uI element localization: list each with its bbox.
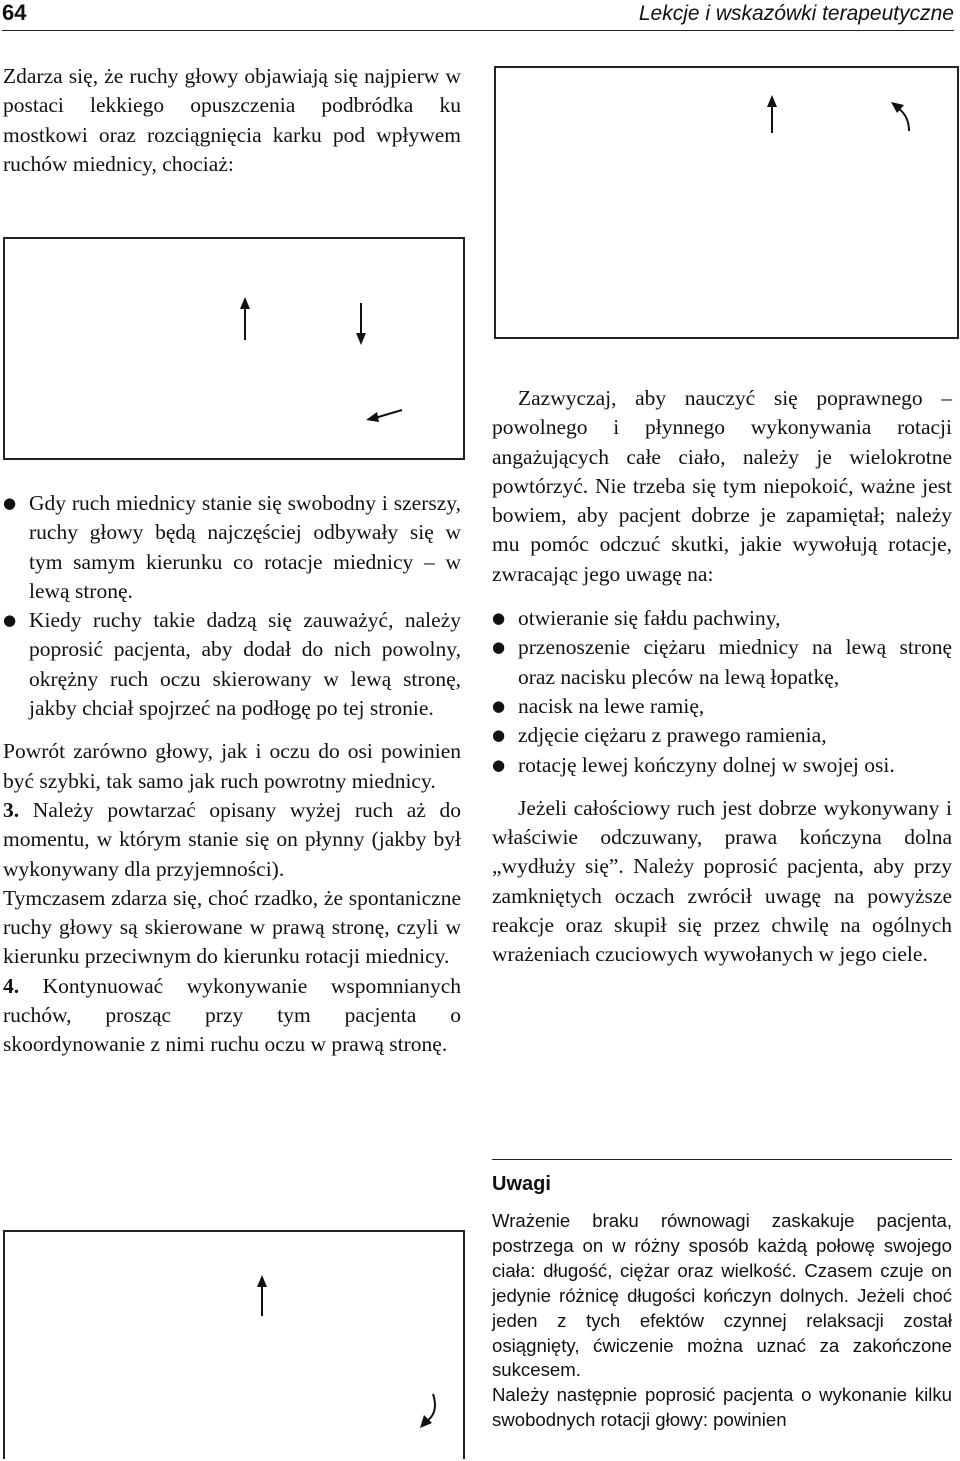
illustration-frame-1	[3, 237, 465, 460]
arrow-down-head	[356, 333, 366, 345]
step-3-number: 3.	[3, 797, 20, 822]
running-title: Lekcje i wskazówki terapeutyczne	[638, 2, 954, 25]
right-bullet-list	[492, 604, 952, 780]
step-4-number: 4.	[3, 973, 20, 998]
list-item: ● rotację lewej kończyny dolnej w swojej osi.	[492, 751, 952, 780]
illustration-1	[5, 239, 467, 462]
curved-arrow-down-left-icon	[427, 1394, 435, 1421]
header-rule	[2, 30, 954, 31]
list-item: ● nacisk na lewe ramię,	[492, 692, 952, 721]
list-item: ● przenoszenie ciężaru miednicy na lewą stronę oraz nacisku pleców na lewą łopatkę,	[492, 633, 952, 692]
illustration-2	[496, 68, 960, 341]
notes-title: Uwagi	[492, 1173, 551, 1195]
left-bullet-list	[3, 489, 461, 723]
page-number: 64	[2, 0, 27, 25]
step-3-paragraph	[3, 796, 461, 884]
step-3-text: Należy powtarzać opisany wyżej ruch aż do momentu, w którym stanie się on płynny (jakby był wykonywany dla przyjemności).	[3, 797, 461, 881]
notes-paragraph-1: Wrażenie braku równowagi zaskakuje pacjenta, postrzega on w różny sposób każdą połowę swojego ciała: długość, ciężar oraz wielkość. Czasem czuje on jedynie różnicę długości kończyn dolnych. Jeżeli choć jeden z tych efektów czynnej relaksacji został osiągnięty, ćwiczenie można uznać za zakończone sukcesem.	[492, 1210, 952, 1381]
list-item: ● otwieranie się fałdu pachwiny,	[492, 604, 952, 633]
step-4-text: Kontynuować wykonywanie wspomnianych ruchów, prosząc przy tym pacjenta o skoordynowanie z nimi ruchu oczu w prawą stronę.	[3, 973, 461, 1057]
return-paragraph: Powrót zarówno głowy, jak i oczu do osi powinien być szybki, tak samo jak ruch powrotny miednicy.	[3, 739, 461, 793]
step-4-paragraph	[3, 972, 461, 1060]
illustration-frame-3	[3, 1230, 465, 1459]
intro-paragraph	[3, 62, 461, 179]
list-item: ● zdjęcie ciężaru z prawego ramienia,	[492, 721, 952, 750]
notes-paragraph-2: Należy następnie poprosić pacjenta o wykonanie kilku swobodnych rotacji głowy: powinien	[492, 1384, 952, 1431]
left-body	[3, 489, 461, 1060]
arrow-left-head	[366, 412, 379, 422]
illustration-frame-2	[494, 66, 959, 339]
usually-paragraph: Zazwyczaj, aby nauczyć się poprawnego – powolnego i płynnego wykonywania rotacji angażujących całe ciało, należy je wielokrotne powtórzyć. Nie trzeba się tym niepokoić, ważne jest bowiem, aby pacjent dobrze je zapamiętał; należy mu pomóc odczuć skutki, jakie wywołują rotacje, zwracając jego uwagę na:	[492, 386, 952, 586]
arrow-up-head	[767, 95, 777, 107]
notes-rule	[492, 1159, 952, 1160]
notes-body	[492, 1209, 952, 1433]
list-item: ● Kiedy ruchy takie dadzą się zauważyć, należy poprosić pacjenta, aby dodał do nich powolny, okrężny ruch oczu skierowany w lewą stronę, jakby chciał spojrzeć na podłogę po tej stronie.	[3, 606, 461, 723]
arrow-left-icon	[375, 410, 402, 418]
arrow-up-head	[240, 297, 250, 309]
intro-text: Zdarza się, że ruchy głowy objawiają się najpierw w postaci lekkiego opuszczenia podbródka ku mostkowi oraz rozciągnięcia karku pod wpływem ruchów miednicy, chociaż:	[3, 64, 461, 176]
illustration-3	[5, 1232, 467, 1461]
meanwhile-paragraph: Tymczasem zdarza się, choć rzadko, że spontaniczne ruchy głowy są skierowane w prawą stronę, czyli w kierunku przeciwnym do kierunku rotacji miednicy.	[3, 885, 461, 969]
arrow-up-head	[257, 1275, 267, 1287]
if-paragraph: Jeżeli całościowy ruch jest dobrze wykonywany i właściwie odczuwany, prawa kończyna dolna „wydłuży się”. Należy poprosić pacjenta, aby przy zamkniętych oczach zwrócił uwagę na powyższe reakcje oraz skupił się przez chwilę na ogólnych wrażeniach czuciowych wywołanych w jego ciele.	[492, 795, 952, 967]
right-body	[492, 384, 952, 970]
list-item: ● Gdy ruch miednicy stanie się swobodny i szerszy, ruchy głowy będą najczęściej odbywały się w tym samym kierunku co rotacje miednicy – w lewą stronę.	[3, 489, 461, 606]
curved-arrow-up-left-icon	[898, 108, 909, 131]
